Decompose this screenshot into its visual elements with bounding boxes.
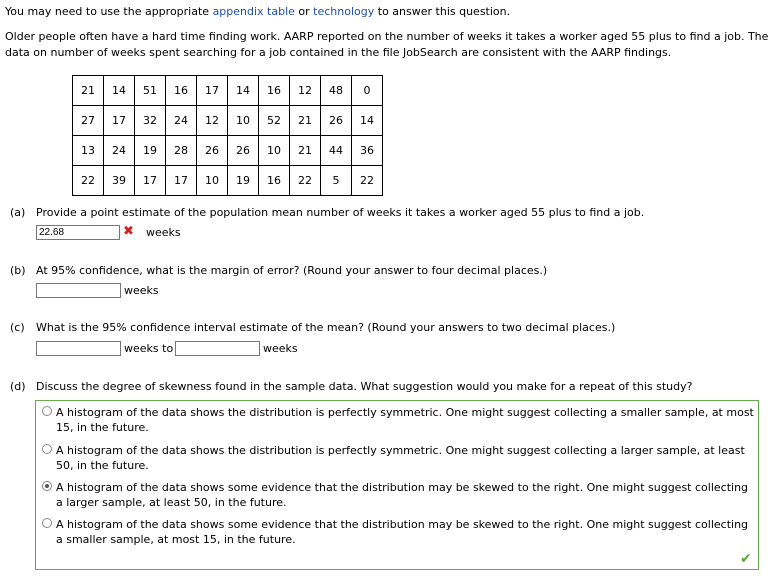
table-cell: 16 xyxy=(259,76,290,106)
table-cell: 22 xyxy=(290,166,321,196)
table-cell: 39 xyxy=(104,166,135,196)
instruction-line: You may need to use the appropriate appendix table or technology to answer this question. xyxy=(5,5,511,18)
table-cell: 19 xyxy=(135,136,166,166)
table-cell: 12 xyxy=(197,106,228,136)
data-table xyxy=(72,75,383,196)
radio-option-4[interactable] xyxy=(42,518,52,528)
table-cell: 10 xyxy=(259,136,290,166)
table-cell: 17 xyxy=(135,166,166,196)
table-cell: 44 xyxy=(321,136,352,166)
table-row xyxy=(73,76,383,106)
table-cell: 36 xyxy=(352,136,383,166)
table-cell: 10 xyxy=(228,106,259,136)
table-cell: 14 xyxy=(352,106,383,136)
ci-upper-input[interactable] xyxy=(175,341,260,356)
table-cell: 27 xyxy=(73,106,104,136)
table-cell: 21 xyxy=(73,76,104,106)
table-row xyxy=(73,106,383,136)
problem-intro: Older people often have a hard time finding work. AARP reported on the number of weeks it takes a worker aged 55 plus to find a job. The data on number of weeks spent searching for a job contained in the file JobSearch are consistent with the AARP findings. xyxy=(5,30,769,59)
margin-of-error-input[interactable] xyxy=(36,283,121,298)
point-estimate-input[interactable] xyxy=(36,225,120,240)
ci-lower-input[interactable] xyxy=(36,341,121,356)
table-cell: 26 xyxy=(228,136,259,166)
table-row xyxy=(73,136,383,166)
table-cell: 28 xyxy=(166,136,197,166)
table-cell: 12 xyxy=(290,76,321,106)
table-cell: 52 xyxy=(259,106,290,136)
table-cell: 21 xyxy=(290,136,321,166)
table-cell: 26 xyxy=(321,106,352,136)
part-b-unit: weeks xyxy=(124,284,159,297)
table-cell: 32 xyxy=(135,106,166,136)
table-cell: 16 xyxy=(166,76,197,106)
table-row xyxy=(73,166,383,196)
table-cell: 0 xyxy=(352,76,383,106)
table-cell: 24 xyxy=(166,106,197,136)
technology-link[interactable]: technology xyxy=(313,5,375,18)
part-a-unit: weeks xyxy=(146,226,181,239)
table-cell: 17 xyxy=(197,76,228,106)
correct-check-icon: ✔ xyxy=(740,551,752,567)
table-cell: 22 xyxy=(73,166,104,196)
table-cell: 19 xyxy=(228,166,259,196)
part-b-question: (b) At 95% confidence, what is the margin of error? (Round your answer to four decimal places.) xyxy=(10,264,548,277)
table-cell: 5 xyxy=(321,166,352,196)
part-d-question: (d) Discuss the degree of skewness found in the sample data. What suggestion would you make for a repeat of this study? xyxy=(10,380,693,393)
wrong-x-icon: ✖ xyxy=(123,224,134,239)
table-cell: 21 xyxy=(290,106,321,136)
part-a-question: (a) Provide a point estimate of the population mean number of weeks it takes a worker aged 55 plus to find a job. xyxy=(10,206,645,219)
appendix-table-link[interactable]: appendix table xyxy=(212,5,295,18)
table-cell: 10 xyxy=(197,166,228,196)
radio-option-3-selected[interactable] xyxy=(42,481,52,491)
radio-option-1[interactable] xyxy=(42,406,52,416)
table-cell: 51 xyxy=(135,76,166,106)
table-cell: 14 xyxy=(104,76,135,106)
table-cell: 48 xyxy=(321,76,352,106)
table-cell: 17 xyxy=(104,106,135,136)
table-cell: 24 xyxy=(104,136,135,166)
radio-option-2[interactable] xyxy=(42,444,52,454)
table-cell: 22 xyxy=(352,166,383,196)
part-c-middle-unit: weeks to xyxy=(124,342,174,355)
part-c-question: (c) What is the 95% confidence interval estimate of the mean? (Round your answers to two decimal places.) xyxy=(10,321,616,334)
part-c-unit: weeks xyxy=(263,342,298,355)
table-cell: 26 xyxy=(197,136,228,166)
table-cell: 13 xyxy=(73,136,104,166)
table-cell: 14 xyxy=(228,76,259,106)
table-cell: 17 xyxy=(166,166,197,196)
table-cell: 16 xyxy=(259,166,290,196)
